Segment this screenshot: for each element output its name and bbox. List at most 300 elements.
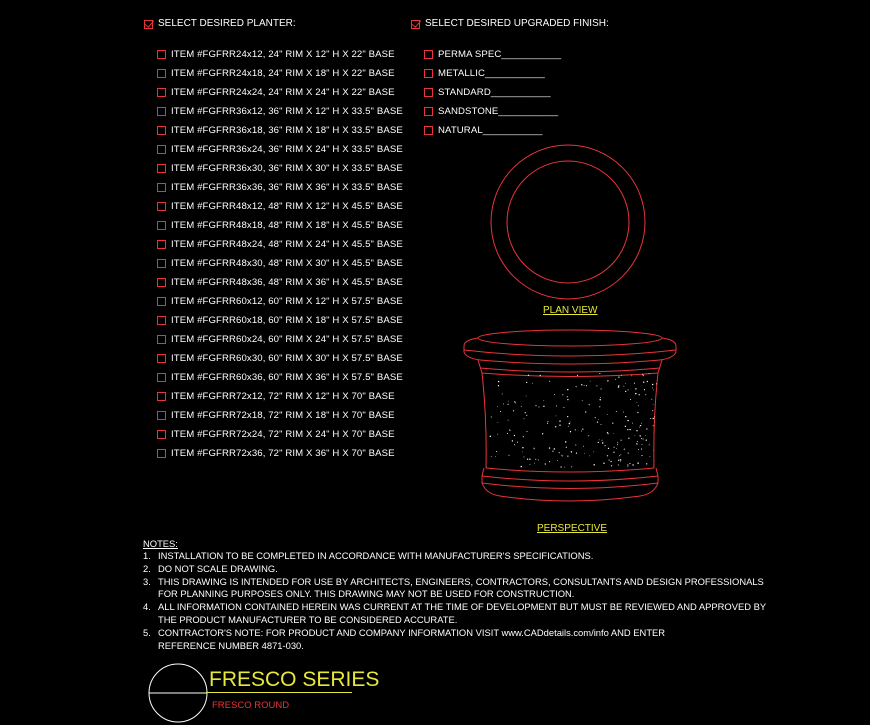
texture-dot — [610, 461, 611, 462]
texture-dot — [611, 465, 612, 466]
texture-dot — [564, 467, 565, 468]
note-number: 5. — [143, 626, 151, 638]
texture-dot — [643, 382, 644, 383]
planter-option-checkbox[interactable] — [157, 259, 166, 268]
texture-dot — [535, 459, 536, 460]
finish-option-label: STANDARD___________ — [438, 86, 551, 98]
planter-option[interactable] — [157, 387, 403, 406]
texture-dot — [571, 451, 572, 452]
texture-dot — [561, 455, 562, 456]
planter-option[interactable] — [157, 45, 403, 64]
planter-option-label: ITEM #FGFRR36x18, 36" RIM X 18" H X 33.5" BASE — [171, 124, 403, 136]
planter-option[interactable] — [157, 235, 403, 254]
texture-dot — [582, 429, 583, 430]
texture-dot — [636, 443, 637, 444]
texture-dot — [517, 442, 518, 443]
texture-dot — [643, 375, 644, 376]
texture-dot — [582, 400, 583, 401]
finish-option-label: METALLIC___________ — [438, 67, 545, 79]
series-subtitle: FRESCO ROUND — [212, 700, 290, 711]
texture-dot — [653, 425, 654, 426]
texture-dot — [650, 456, 651, 457]
texture-dot — [567, 416, 568, 417]
texture-dot — [652, 384, 653, 385]
finish-option-label: NATURAL___________ — [438, 124, 543, 136]
planter-option-checkbox[interactable] — [157, 278, 166, 287]
texture-dot — [627, 464, 628, 465]
note-text: ALL INFORMATION CONTAINED HEREIN WAS CURRENT AT THE TIME OF DEVELOPMENT BUT MUST BE REVIEWED AND APPROVED BY — [158, 601, 767, 613]
texture-dot — [608, 448, 609, 449]
planter-option-label: ITEM #FGFRR60x18, 60" RIM X 18" H X 57.5" BASE — [171, 314, 403, 326]
texture-dot — [655, 449, 656, 450]
texture-dot — [534, 448, 535, 449]
texture-dot — [623, 412, 624, 413]
planter-option-checkbox[interactable] — [157, 411, 166, 420]
note-number: 3. — [143, 575, 151, 587]
texture-dot — [543, 400, 544, 401]
planter-option-label: ITEM #FGFRR48x24, 48" RIM X 24" H X 45.5" BASE — [171, 238, 403, 250]
planter-option[interactable] — [157, 444, 403, 463]
texture-dot — [576, 386, 577, 387]
planter-option[interactable] — [157, 140, 403, 159]
texture-dot — [490, 436, 491, 437]
note-line — [143, 601, 766, 614]
texture-dot — [652, 387, 653, 388]
planter-option[interactable] — [157, 178, 403, 197]
planter-option-checkbox[interactable] — [157, 88, 166, 97]
planter-option-label: ITEM #FGFRR36x12, 36" RIM X 12" H X 33.5" BASE — [171, 105, 403, 117]
texture-dot — [491, 416, 492, 417]
texture-dot — [629, 463, 630, 464]
planter-option-label: ITEM #FGFRR36x24, 36" RIM X 24" H X 33.5" BASE — [171, 143, 403, 155]
texture-dot — [482, 432, 483, 433]
texture-dot — [552, 451, 553, 452]
note-line — [143, 550, 766, 563]
note-text: CONTRACTOR'S NOTE: FOR PRODUCT AND COMPANY INFORMATION VISIT www.CADdetails.com/info AND ENTER — [158, 626, 666, 638]
planter-header-checkbox[interactable] — [144, 20, 153, 29]
planter-option[interactable] — [157, 292, 403, 311]
texture-dot — [556, 416, 557, 417]
texture-dot — [643, 438, 644, 439]
texture-dot — [563, 407, 564, 408]
texture-dot — [588, 435, 589, 436]
planter-option-label: ITEM #FGFRR36x36, 36" RIM X 36" H X 33.5" BASE — [171, 181, 403, 193]
planter-option-checkbox[interactable] — [157, 373, 166, 382]
texture-dot — [521, 406, 522, 407]
planter-option-label: ITEM #FGFRR24x24, 24" RIM X 24" H X 22" BASE — [171, 86, 395, 98]
finish-header-checkbox[interactable] — [411, 20, 420, 29]
texture-dot — [496, 451, 497, 452]
planter-option-label: ITEM #FGFRR48x30, 48" RIM X 30" H X 45.5" BASE — [171, 257, 403, 269]
texture-dot — [602, 440, 603, 441]
texture-dot — [624, 449, 625, 450]
planter-section-header — [144, 19, 296, 29]
texture-dot — [618, 386, 619, 387]
texture-dot — [639, 427, 640, 428]
texture-dot — [526, 431, 527, 432]
texture-dot — [637, 462, 638, 463]
planter-option[interactable] — [157, 368, 403, 387]
planter-option-checkbox[interactable] — [157, 449, 166, 458]
texture-dot — [547, 423, 548, 424]
planter-option-checkbox[interactable] — [157, 183, 166, 192]
texture-dot — [607, 414, 608, 415]
plan-view-outer-rim — [491, 145, 645, 299]
texture-dot — [613, 452, 614, 453]
texture-dot — [597, 421, 598, 422]
texture-dot — [514, 435, 515, 436]
note-line — [143, 588, 766, 601]
texture-dot — [653, 390, 654, 391]
texture-dot — [651, 399, 652, 400]
texture-dot — [605, 445, 606, 446]
texture-dot — [560, 466, 561, 467]
planter-option-checkbox[interactable] — [157, 69, 166, 78]
finish-item-list — [424, 45, 561, 140]
note-line — [143, 640, 766, 653]
texture-dot — [600, 397, 601, 398]
planter-option-checkbox[interactable] — [157, 202, 166, 211]
texture-dot — [559, 425, 560, 426]
planter-option[interactable] — [157, 197, 403, 216]
planter-option-checkbox[interactable] — [157, 354, 166, 363]
texture-dot — [542, 433, 543, 434]
texture-dot — [589, 456, 590, 457]
texture-dot — [568, 426, 569, 427]
texture-dot — [590, 381, 591, 382]
texture-dot — [570, 431, 571, 432]
texture-dot — [495, 456, 496, 457]
planter-option-checkbox[interactable] — [157, 126, 166, 135]
texture-dot — [566, 447, 567, 448]
texture-dot — [534, 463, 535, 464]
texture-dot — [595, 417, 596, 418]
planter-option-label: ITEM #FGFRR72x36, 72" RIM X 36" H X 70" BASE — [171, 447, 395, 459]
finish-option-checkbox[interactable] — [424, 50, 433, 59]
planter-option-label: ITEM #FGFRR48x12, 48" RIM X 12" H X 45.5" BASE — [171, 200, 403, 212]
texture-dot — [646, 428, 647, 429]
texture-dot — [557, 460, 558, 461]
texture-dot — [527, 459, 528, 460]
texture-dot — [562, 394, 563, 395]
texture-dot — [512, 440, 513, 441]
notes-list — [143, 550, 766, 652]
texture-dot — [602, 442, 603, 443]
texture-dot — [569, 423, 570, 424]
planter-option-checkbox[interactable] — [157, 107, 166, 116]
series-title: FRESCO SERIES — [209, 668, 380, 691]
perspective-drawing — [460, 328, 680, 518]
texture-dot — [599, 406, 600, 407]
texture-dot — [625, 391, 626, 392]
texture-dot — [625, 416, 626, 417]
planter-option[interactable] — [157, 349, 403, 368]
texture-dot — [545, 463, 546, 464]
finish-option[interactable] — [424, 64, 561, 83]
texture-dot — [642, 444, 643, 445]
texture-dot — [567, 456, 568, 457]
finish-option[interactable] — [424, 45, 561, 64]
texture-dot — [618, 460, 619, 461]
texture-dot — [567, 389, 568, 390]
texture-dot — [577, 375, 578, 376]
texture-dot — [607, 455, 608, 456]
texture-dot — [631, 375, 632, 376]
planter-option-checkbox[interactable] — [157, 430, 166, 439]
texture-dot — [508, 401, 509, 402]
texture-dot — [646, 463, 647, 464]
texture-dot — [608, 433, 609, 434]
planter-option[interactable] — [157, 159, 403, 178]
texture-dot — [498, 381, 499, 382]
texture-dot — [620, 459, 622, 461]
texture-dot — [618, 464, 619, 465]
texture-dot — [522, 447, 523, 448]
planter-option[interactable] — [157, 273, 403, 292]
planter-option-checkbox[interactable] — [157, 297, 166, 306]
finish-option-label: PERMA SPEC___________ — [438, 48, 562, 60]
texture-dot — [616, 411, 617, 412]
texture-dot — [632, 423, 633, 424]
texture-dot — [584, 453, 585, 454]
planter-option-checkbox[interactable] — [157, 316, 166, 325]
finish-option[interactable] — [424, 102, 561, 121]
finish-option-checkbox[interactable] — [424, 69, 433, 78]
planter-option-checkbox[interactable] — [157, 50, 166, 59]
planter-option-label: ITEM #FGFRR24x12, 24" RIM X 12" H X 22" BASE — [171, 48, 395, 60]
texture-dot — [652, 410, 653, 411]
planter-option-label: ITEM #FGFRR48x36, 48" RIM X 36" H X 45.5" BASE — [171, 276, 403, 288]
texture-dot — [627, 466, 628, 467]
texture-dot — [593, 451, 594, 452]
planter-option[interactable] — [157, 311, 403, 330]
texture-dot — [618, 385, 619, 386]
texture-dot — [640, 425, 641, 426]
texture-dot — [613, 433, 614, 434]
texture-dot — [570, 421, 571, 422]
texture-dot — [503, 403, 504, 404]
texture-dot — [584, 385, 585, 386]
finish-option[interactable] — [424, 83, 561, 102]
texture-dot — [650, 418, 651, 419]
texture-dot — [555, 426, 556, 427]
planter-option[interactable] — [157, 83, 403, 102]
texture-dot — [617, 444, 618, 445]
texture-dot — [498, 385, 499, 386]
note-text: DO NOT SCALE DRAWING. — [158, 562, 278, 574]
planter-option[interactable] — [157, 216, 403, 235]
planter-option-label: ITEM #FGFRR60x30, 60" RIM X 30" H X 57.5" BASE — [171, 352, 403, 364]
texture-dot — [638, 449, 639, 450]
planter-option-checkbox[interactable] — [157, 240, 166, 249]
texture-dot — [645, 435, 646, 436]
texture-dot — [627, 429, 628, 430]
planter-option[interactable] — [157, 121, 403, 140]
note-number: 4. — [143, 601, 151, 613]
notes-title: NOTES: — [143, 538, 178, 549]
texture-dot — [576, 453, 577, 454]
texture-dot — [628, 438, 629, 439]
note-text: THE PRODUCT MANUFACTURER TO BE CONSIDERED ACCURATE. — [158, 613, 458, 625]
plan-view-label: PLAN VIEW — [543, 305, 598, 316]
texture-dot — [497, 406, 498, 407]
texture-dot — [524, 418, 525, 419]
texture-dot — [535, 405, 536, 406]
texture-dot — [543, 406, 544, 407]
note-text: FOR PLANNING PURPOSES ONLY. THIS DRAWING MAY NOT BE USED FOR CONSTRUCTION. — [158, 588, 575, 600]
plan-view-inner-rim — [507, 161, 629, 283]
texture-dot — [549, 381, 550, 382]
note-number: 2. — [143, 562, 151, 574]
planter-option-label: ITEM #FGFRR36x30, 36" RIM X 30" H X 33.5" BASE — [171, 162, 403, 174]
texture-dot — [522, 452, 523, 453]
texture-dot — [491, 456, 492, 457]
texture-dot — [529, 464, 530, 465]
texture-dot — [616, 448, 617, 449]
title-block-symbol — [148, 663, 210, 725]
texture-dot — [523, 436, 524, 437]
texture-dot — [615, 379, 616, 380]
texture-dot — [637, 402, 638, 403]
texture-dot — [529, 458, 530, 459]
finish-option-checkbox[interactable] — [424, 126, 433, 135]
texture-dot — [655, 434, 656, 435]
note-line — [143, 627, 766, 640]
finish-section-header — [411, 19, 609, 29]
perspective-texture — [482, 373, 658, 468]
texture-dot — [641, 438, 642, 439]
planter-option-label: ITEM #FGFRR60x24, 60" RIM X 24" H X 57.5" BASE — [171, 333, 403, 345]
texture-dot — [646, 439, 647, 440]
texture-dot — [559, 420, 560, 421]
texture-dot — [596, 385, 597, 386]
texture-dot — [497, 434, 498, 435]
texture-dot — [526, 382, 527, 383]
texture-dot — [637, 441, 638, 442]
perspective-label: PERSPECTIVE — [537, 523, 608, 534]
texture-dot — [639, 394, 640, 395]
texture-dot — [598, 419, 599, 420]
texture-dot — [624, 386, 625, 387]
texture-dot — [538, 406, 539, 407]
texture-dot — [514, 401, 515, 402]
plan-view-drawing — [485, 142, 651, 304]
texture-dot — [601, 424, 602, 425]
texture-dot — [628, 453, 629, 454]
planter-option[interactable] — [157, 64, 403, 83]
texture-dot — [547, 421, 548, 422]
planter-option-label: ITEM #FGFRR24x18, 24" RIM X 18" H X 22" BASE — [171, 67, 395, 79]
note-line — [143, 576, 766, 589]
texture-dot — [599, 373, 600, 374]
texture-dot — [575, 444, 576, 445]
texture-dot — [635, 388, 636, 389]
planter-option-label: ITEM #FGFRR72x24, 72" RIM X 24" H X 70" BASE — [171, 428, 395, 440]
texture-dot — [638, 405, 639, 406]
texture-dot — [575, 429, 576, 430]
texture-dot — [641, 423, 642, 424]
texture-dot — [603, 463, 604, 464]
perspective-outline — [464, 330, 676, 501]
texture-dot — [635, 393, 636, 394]
texture-dot — [502, 393, 503, 394]
texture-dot — [627, 420, 628, 421]
texture-dot — [652, 418, 653, 419]
texture-dot — [565, 441, 567, 443]
texture-dot — [507, 433, 508, 434]
texture-dot — [586, 385, 587, 386]
texture-dot — [644, 389, 645, 390]
planter-option-label: ITEM #FGFRR72x12, 72" RIM X 12" H X 70" BASE — [171, 390, 395, 402]
texture-dot — [649, 444, 650, 445]
texture-dot — [628, 389, 629, 390]
finish-option-label: SANDSTONE___________ — [438, 105, 559, 117]
planter-option-checkbox[interactable] — [157, 164, 166, 173]
texture-dot — [629, 429, 630, 430]
planter-option[interactable] — [157, 330, 403, 349]
texture-dot — [567, 396, 568, 397]
texture-dot — [589, 404, 590, 405]
planter-option[interactable] — [157, 406, 403, 425]
texture-dot — [498, 422, 499, 423]
texture-dot — [636, 430, 637, 431]
texture-dot — [525, 412, 526, 413]
planter-option-checkbox[interactable] — [157, 392, 166, 401]
texture-dot — [653, 404, 654, 405]
texture-dot — [657, 453, 658, 454]
texture-dot — [554, 448, 555, 449]
texture-dot — [639, 435, 640, 436]
texture-dot — [521, 466, 522, 467]
planter-option-checkbox[interactable] — [157, 335, 166, 344]
texture-dot — [647, 381, 648, 382]
planter-option-checkbox[interactable] — [157, 221, 166, 230]
planter-option[interactable] — [157, 254, 403, 273]
texture-dot — [601, 388, 602, 389]
texture-dot — [559, 452, 560, 453]
planter-option-label: ITEM #FGFRR72x18, 72" RIM X 18" H X 70" BASE — [171, 409, 395, 421]
texture-dot — [645, 394, 646, 395]
texture-dot — [614, 447, 615, 448]
texture-dot — [540, 375, 541, 376]
texture-dot — [554, 394, 555, 395]
planter-option-checkbox[interactable] — [157, 145, 166, 154]
texture-dot — [509, 430, 510, 431]
texture-dot — [607, 432, 608, 433]
texture-dot — [538, 460, 539, 461]
texture-dot — [528, 375, 529, 376]
note-text: THIS DRAWING IS INTENDED FOR USE BY ARCHITECTS, ENGINEERS, CONTRACTORS, CONSULTANTS AND DESIGN PROFESSIONALS — [158, 575, 764, 587]
texture-dot — [598, 442, 599, 443]
texture-dot — [621, 440, 622, 441]
texture-dot — [581, 384, 582, 385]
texture-dot — [635, 435, 636, 436]
texture-dot — [524, 457, 525, 458]
finish-option[interactable] — [424, 121, 561, 140]
texture-dot — [583, 446, 584, 447]
planter-option-label: ITEM #FGFRR48x18, 48" RIM X 18" H X 45.5" BASE — [171, 219, 403, 231]
texture-dot — [617, 442, 618, 443]
texture-dot — [549, 461, 550, 462]
planter-option[interactable] — [157, 425, 403, 444]
finish-option-checkbox[interactable] — [424, 88, 433, 97]
finish-option-checkbox[interactable] — [424, 107, 433, 116]
texture-dot — [609, 459, 610, 460]
texture-dot — [618, 376, 619, 377]
planter-option[interactable] — [157, 102, 403, 121]
texture-dot — [549, 447, 550, 448]
texture-dot — [599, 440, 600, 441]
